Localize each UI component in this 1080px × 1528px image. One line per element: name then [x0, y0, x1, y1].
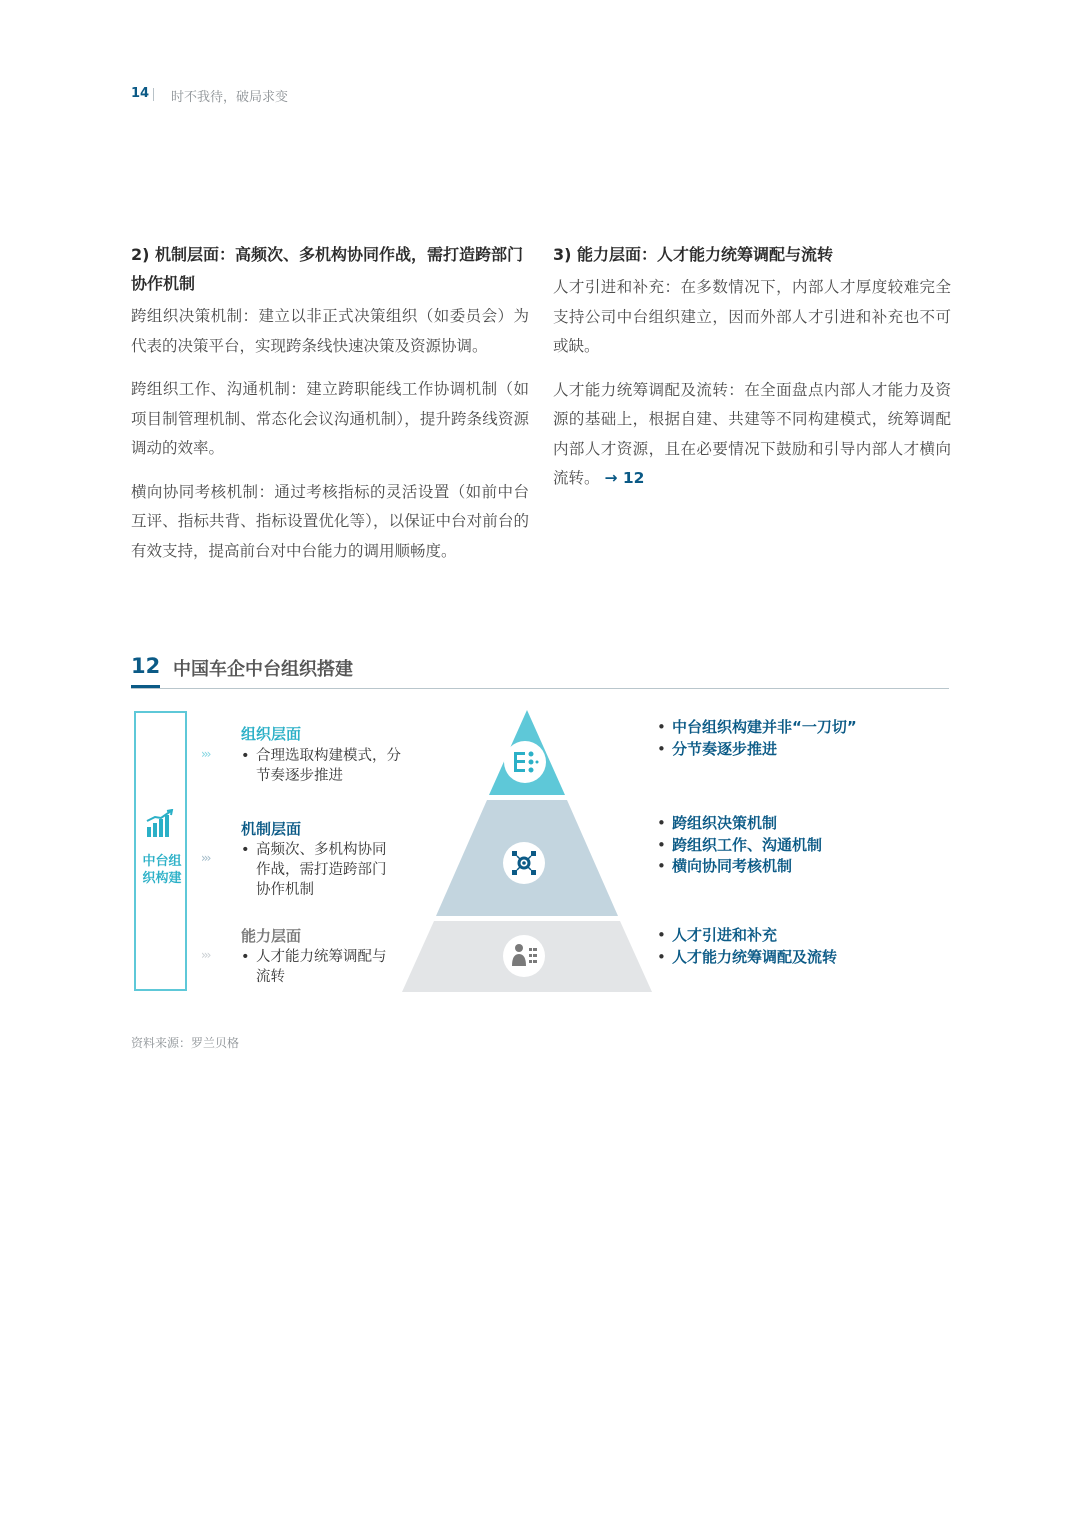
section-capability [553, 240, 951, 508]
chevron-arrows-icon: ››› [201, 851, 210, 865]
chevron-arrows-icon: ››› [201, 948, 210, 962]
list-item-text: 跨组织决策机制 [672, 814, 778, 832]
list-item [657, 856, 822, 878]
frame-box [134, 711, 187, 991]
level-description [241, 746, 401, 786]
figure-number: 12 [131, 652, 160, 688]
chevron-arrows-icon: ››› [201, 747, 210, 761]
bullet: • [241, 842, 250, 858]
bullet: • [657, 718, 666, 736]
level-description [241, 947, 391, 987]
bullet: • [241, 748, 250, 764]
paragraph-text: 人才能力统筹调配及流转：在全面盘点内部人才能力及资源的基础上，根据自建、共建等不同构建模式，统筹调配内部人才资源，且在必要情况下鼓励和引导内部人才横向流转。 [553, 380, 951, 487]
bullet: • [657, 739, 666, 758]
list-item-text: 人才引进和补充 [672, 926, 778, 944]
list-item-text: 跨组织工作、沟通机制 [672, 835, 823, 854]
frame-label: 中台组织构建 [142, 854, 182, 886]
source-note: 资料来源：罗兰贝格 [131, 1036, 240, 1050]
list-item-text: 中台组织构建并非“一刀切” [672, 718, 857, 736]
level-description [241, 840, 391, 900]
list-item [657, 835, 822, 857]
header-divider [153, 88, 154, 101]
people-list-icon [503, 935, 545, 977]
list-item-text: 分节奏逐步推进 [672, 739, 778, 758]
level-title-mechanism: 机制层面 [241, 820, 302, 838]
bullet: • [657, 814, 666, 832]
level-description-text: 高频次、多机构协同作战，需打造跨部门协作机制 [256, 842, 387, 898]
list-item [657, 739, 857, 761]
running-title: 时不我待，破局求变 [171, 90, 289, 105]
level-title-capability: 能力层面 [241, 927, 302, 945]
section-mechanism [131, 240, 529, 580]
list-item [657, 925, 837, 947]
list-item-text: 人才能力统筹调配及流转 [672, 947, 838, 966]
list-item [657, 813, 822, 835]
list-item [657, 717, 857, 739]
level-description-text: 合理选取构建模式，分节奏逐步推进 [256, 748, 401, 784]
section-heading: 2) 机制层面：高频次、多机构协同作战，需打造跨部门协作机制 [131, 245, 524, 293]
paragraph: 横向协同考核机制：通过考核指标的灵活设置（如前中台互评、指标共背、指标设置优化等），以保证中台对前台的有效支持，提高前台对中台能力的调用顺畅度。 [131, 482, 529, 560]
paragraph: 跨组织决策机制：建立以非正式决策组织（如委员会）为代表的决策平台，实现跨条线快速决策及资源协调。 [131, 307, 529, 355]
level-title-organization: 组织层面 [241, 725, 302, 743]
capability-points-list [657, 925, 837, 968]
mechanism-points-list [657, 813, 822, 878]
level-description-text: 人才能力统筹调配与流转 [256, 949, 387, 985]
bar-chart-growth-icon [145, 809, 175, 843]
figure-title: 中国车企中台组织搭建 [173, 659, 353, 680]
paragraph: 人才引进和补充：在多数情况下，内部人才厚度较难完全支持公司中台组织建立，因而外部人才引进和补充也不可或缺。 [553, 278, 951, 355]
bullet: • [657, 835, 666, 854]
list-item [657, 947, 837, 969]
bullet: • [657, 926, 666, 944]
figure-reference-link[interactable]: → 12 [604, 469, 645, 487]
pyramid-diagram [400, 710, 654, 998]
page-number: 14 [131, 86, 150, 101]
section-heading: 3) 能力层面：人才能力统筹调配与流转 [553, 245, 834, 264]
paragraph [553, 376, 951, 494]
bullet: • [657, 857, 666, 875]
organization-points-list [657, 717, 857, 760]
figure-title-bar [131, 652, 949, 689]
paragraph: 跨组织工作、沟通机制：建立跨职能线工作协调机制（如项目制管理机制、常态化会议沟通机制），提升跨条线资源调动的效率。 [131, 380, 529, 457]
bullet: • [657, 947, 666, 966]
list-item-text: 横向协同考核机制 [672, 857, 793, 875]
org-chart-icon [504, 741, 546, 783]
bullet: • [241, 949, 250, 965]
gear-network-icon [503, 842, 545, 884]
